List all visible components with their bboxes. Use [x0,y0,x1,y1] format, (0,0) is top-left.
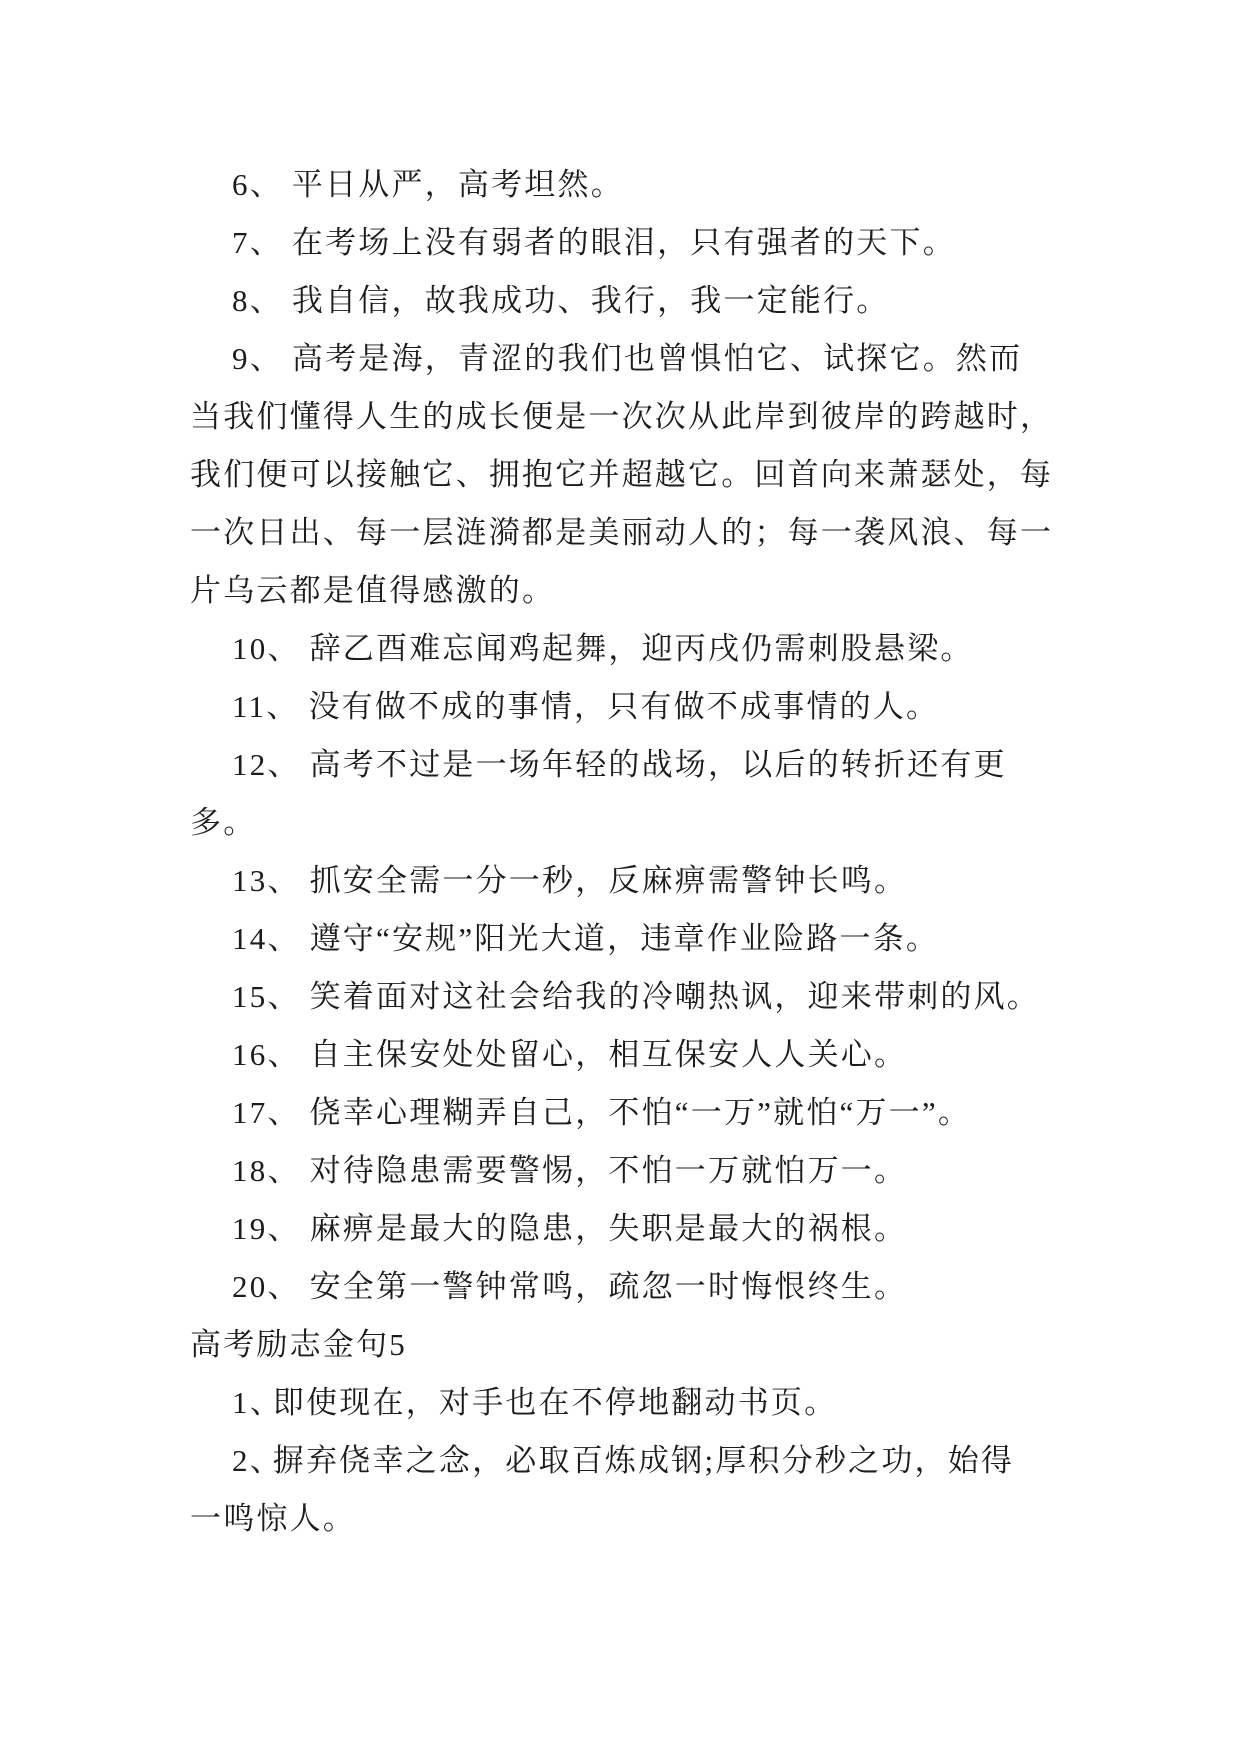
list-item-13 [190,852,1150,910]
text-line [190,736,1150,794]
item-text: 我自信，故我成功、我行，我一定能行。 [291,283,890,318]
text-line: 一鸣惊人。 [190,1501,356,1536]
list-item-16 [190,1026,1150,1084]
text-line: 片乌云都是值得感激的。 [190,573,556,608]
text-line [190,1200,1150,1258]
list-item-6 [190,156,1150,214]
item-text: 遵守“安规”阳光大道，违章作业险路一条。 [309,921,940,956]
text-line [190,1084,1150,1142]
text-line: 我们便可以接触它、拥抱它并超越它。回首向来萧瑟处，每 [190,457,1054,492]
item-number: 14、 [232,921,301,956]
item-number: 8、 [232,283,283,318]
text-line [190,330,1150,388]
item-text: 平日从严，高考坦然。 [291,167,624,202]
list-section [190,156,1150,1316]
item-number: 20、 [232,1269,301,1304]
item-number: 9、 [232,341,283,376]
text-line: 当我们懂得人生的成长便是一次次从此岸到彼岸的跨越时， [190,399,1054,434]
section-heading: 高考励志金句5 [190,1327,407,1362]
list-item-19 [190,1200,1150,1258]
item-text: 摒弃侥幸之念，必取百炼成钢;厚积分秒之功，始得 [272,1443,1015,1478]
item-text: 没有做不成的事情，只有做不成事情的人。 [308,689,940,724]
item-number: 2、 [232,1443,283,1478]
text-line [190,1374,1150,1432]
item-number: 6、 [232,167,283,202]
text-line [190,1258,1150,1316]
list-item-8 [190,272,1150,330]
list-item-11 [190,678,1150,736]
item-text: 即使现在，对手也在不停地翻动书页。 [272,1385,838,1420]
item-number: 10、 [232,631,301,666]
item-number: 12、 [232,747,301,782]
item-text: 安全第一警钟常鸣，疏忽一时悔恨终生。 [309,1269,908,1304]
item-text: 辞乙酉难忘闻鸡起舞，迎丙戌仍需刺股悬梁。 [309,631,974,666]
text-line: 一次日出、每一层涟漪都是美丽动人的；每一袭风浪、每一 [190,515,1054,550]
document-body [190,156,1150,1548]
item-number: 18、 [232,1153,301,1188]
item-number: 19、 [232,1211,301,1246]
item-number: 15、 [232,979,301,1014]
text-line [190,968,1150,1026]
text-line [190,1026,1150,1084]
list-item-17 [190,1084,1150,1142]
item-number: 13、 [232,863,301,898]
text-line [190,620,1150,678]
list-item-18 [190,1142,1150,1200]
item-text: 麻痹是最大的隐患，失职是最大的祸根。 [309,1211,908,1246]
list-item-20 [190,1258,1150,1316]
item-number: 7、 [232,225,283,260]
list-item-1 [190,1374,1150,1432]
item-text: 对待隐患需要警惕，不怕一万就怕万一。 [309,1153,908,1188]
item-text: 高考是海，青涩的我们也曾惧怕它、试探它。然而 [291,341,1023,376]
item-text: 在考场上没有弱者的眼泪，只有强者的天下。 [291,225,956,260]
item-number: 16、 [232,1037,301,1072]
list-item-12 [190,736,1150,852]
item-text: 笑着面对这社会给我的冷嘲热讽，迎来带刺的风。 [309,979,1041,1014]
item-text: 抓安全需一分一秒，反麻痹需警钟长鸣。 [309,863,908,898]
list-item-7 [190,214,1150,272]
text-line [190,910,1150,968]
text-line: 多。 [190,805,257,840]
item-number: 1、 [232,1385,283,1420]
list-item-10 [190,620,1150,678]
item-text: 高考不过是一场年轻的战场，以后的转折还有更 [309,747,1007,782]
list-item-2 [190,1432,1150,1548]
item-text: 自主保安处处留心，相互保安人人关心。 [309,1037,908,1072]
list-section [190,1374,1150,1548]
list-item-14 [190,910,1150,968]
text-line [190,1432,1150,1490]
text-line [190,852,1150,910]
text-line [190,1142,1150,1200]
list-item-15 [190,968,1150,1026]
text-line [190,678,1150,736]
item-number: 17、 [232,1095,301,1130]
item-text: 侥幸心理糊弄自己，不怕“一万”就怕“万一”。 [309,1095,972,1130]
text-line [190,272,1150,330]
text-line [190,214,1150,272]
list-item-9 [190,330,1150,620]
item-number: 11、 [232,689,300,724]
text-line [190,156,1150,214]
